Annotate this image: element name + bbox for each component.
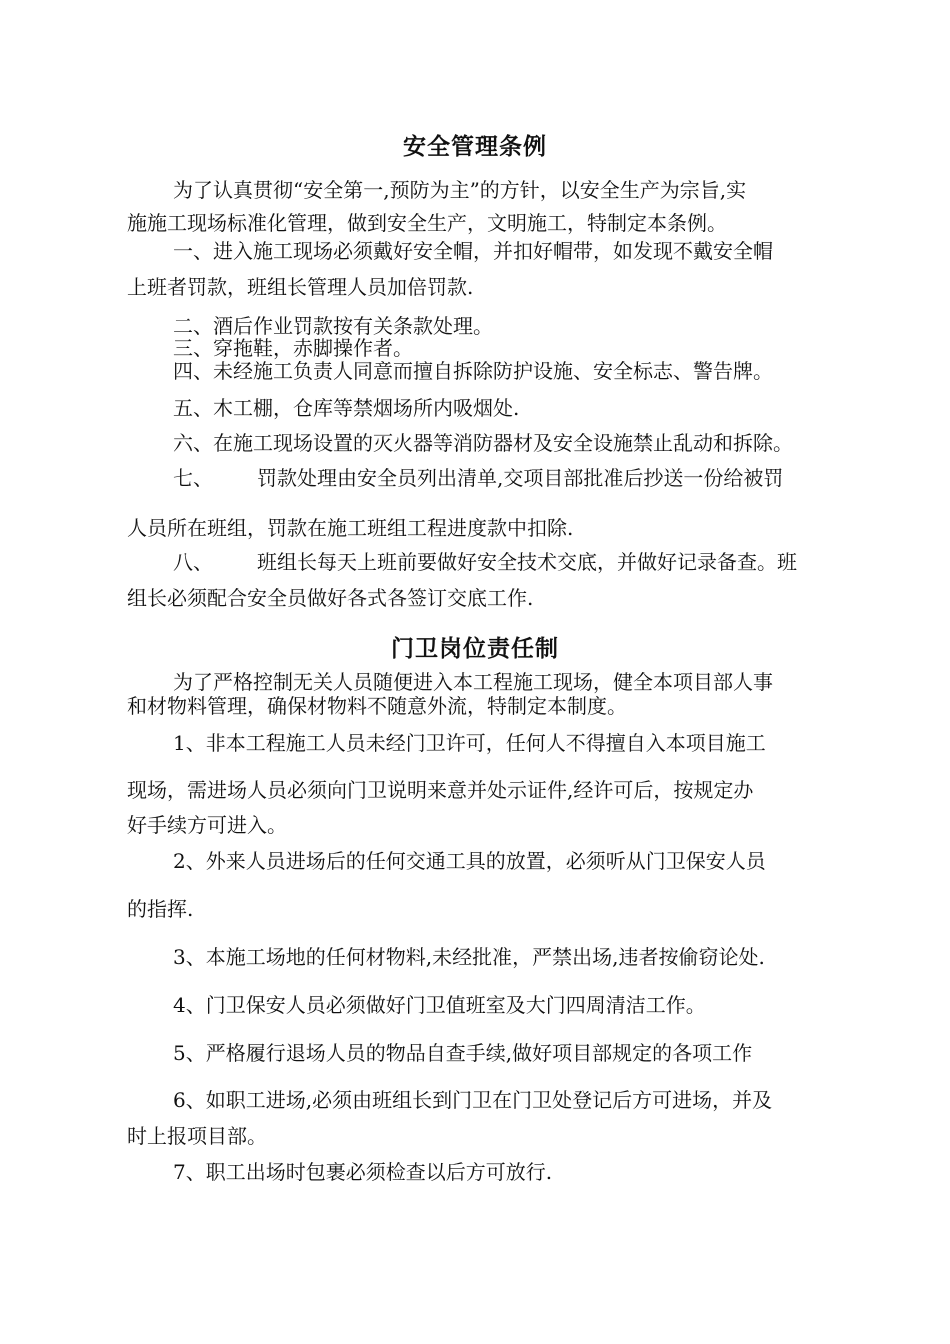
list-item: 5、严格履行退场人员的物品自查手续,做好项目部规定的各项工作 (173, 1041, 753, 1065)
list-item-line: 一、进入施工现场必须戴好安全帽，并扣好帽带，如发现不戴安全帽 (173, 239, 773, 263)
list-item-line: 的指挥. (127, 897, 194, 921)
paragraph-line: 为了认真贯彻“安全第一,预防为主”的方针，以安全生产为宗旨,实 (173, 178, 747, 202)
list-item: 7、职工出场时包裹必须检查以后方可放行. (173, 1160, 553, 1184)
list-item: 四、未经施工负责人同意而擅自拆除防护设施、安全标志、警告牌。 (173, 359, 773, 383)
list-item: 三、穿拖鞋，赤脚操作者。 (173, 336, 413, 360)
section-title-safety-regulations: 安全管理条例 (403, 133, 547, 160)
list-item-number: 七、 (173, 466, 213, 490)
list-item-line: 1、非本工程施工人员未经门卫许可，任何人不得擅自入本项目施工 (173, 731, 766, 755)
list-item-line: 时上报项目部。 (127, 1124, 267, 1148)
list-item-line: 上班者罚款，班组长管理人员加倍罚款. (127, 275, 474, 299)
list-item: 五、木工棚，仓库等禁烟场所内吸烟处. (173, 396, 520, 420)
list-item-line: 现场，需进场人员必须向门卫说明来意并处示证件,经许可后，按规定办 (127, 778, 754, 802)
list-item-number: 八、 (173, 550, 213, 574)
list-item-line: 组长必须配合安全员做好各式各签订交底工作. (127, 586, 534, 610)
list-item-line: 2、外来人员进场后的任何交通工具的放置，必须听从门卫保安人员 (173, 849, 766, 873)
list-item-line (173, 550, 797, 574)
list-item: 3、本施工场地的任何材物料,未经批准，严禁出场,违者按偷窃论处. (173, 945, 765, 969)
list-item-line: 好手续方可进入。 (127, 813, 287, 837)
list-item: 六、在施工现场设置的灭火器等消防器材及安全设施禁止乱动和拆除。 (173, 431, 793, 455)
list-item: 4、门卫保安人员必须做好门卫值班室及大门四周清洁工作。 (173, 993, 706, 1017)
paragraph-line: 施施工现场标准化管理，做到安全生产，文明施工，特制定本条例。 (127, 211, 727, 235)
list-item-text: 罚款处理由安全员列出清单,交项目部批准后抄送一份给被罚 (257, 466, 784, 490)
list-item-text: 班组长每天上班前要做好安全技术交底，并做好记录备查。班 (257, 550, 797, 574)
list-item-line (173, 466, 783, 490)
section-title-gatekeeper-responsibility: 门卫岗位责任制 (391, 635, 559, 662)
paragraph-line: 为了严格控制无关人员随便进入本工程施工现场，健全本项目部人事 (173, 670, 773, 694)
list-item-line: 人员所在班组，罚款在施工班组工程进度款中扣除. (127, 516, 574, 540)
paragraph-line: 和材物料管理，确保材物料不随意外流，特制定本制度。 (127, 694, 627, 718)
list-item: 二、酒后作业罚款按有关条款处理。 (173, 314, 493, 338)
list-item-line: 6、如职工进场,必须由班组长到门卫在门卫处登记后方可进场，并及 (173, 1088, 773, 1112)
